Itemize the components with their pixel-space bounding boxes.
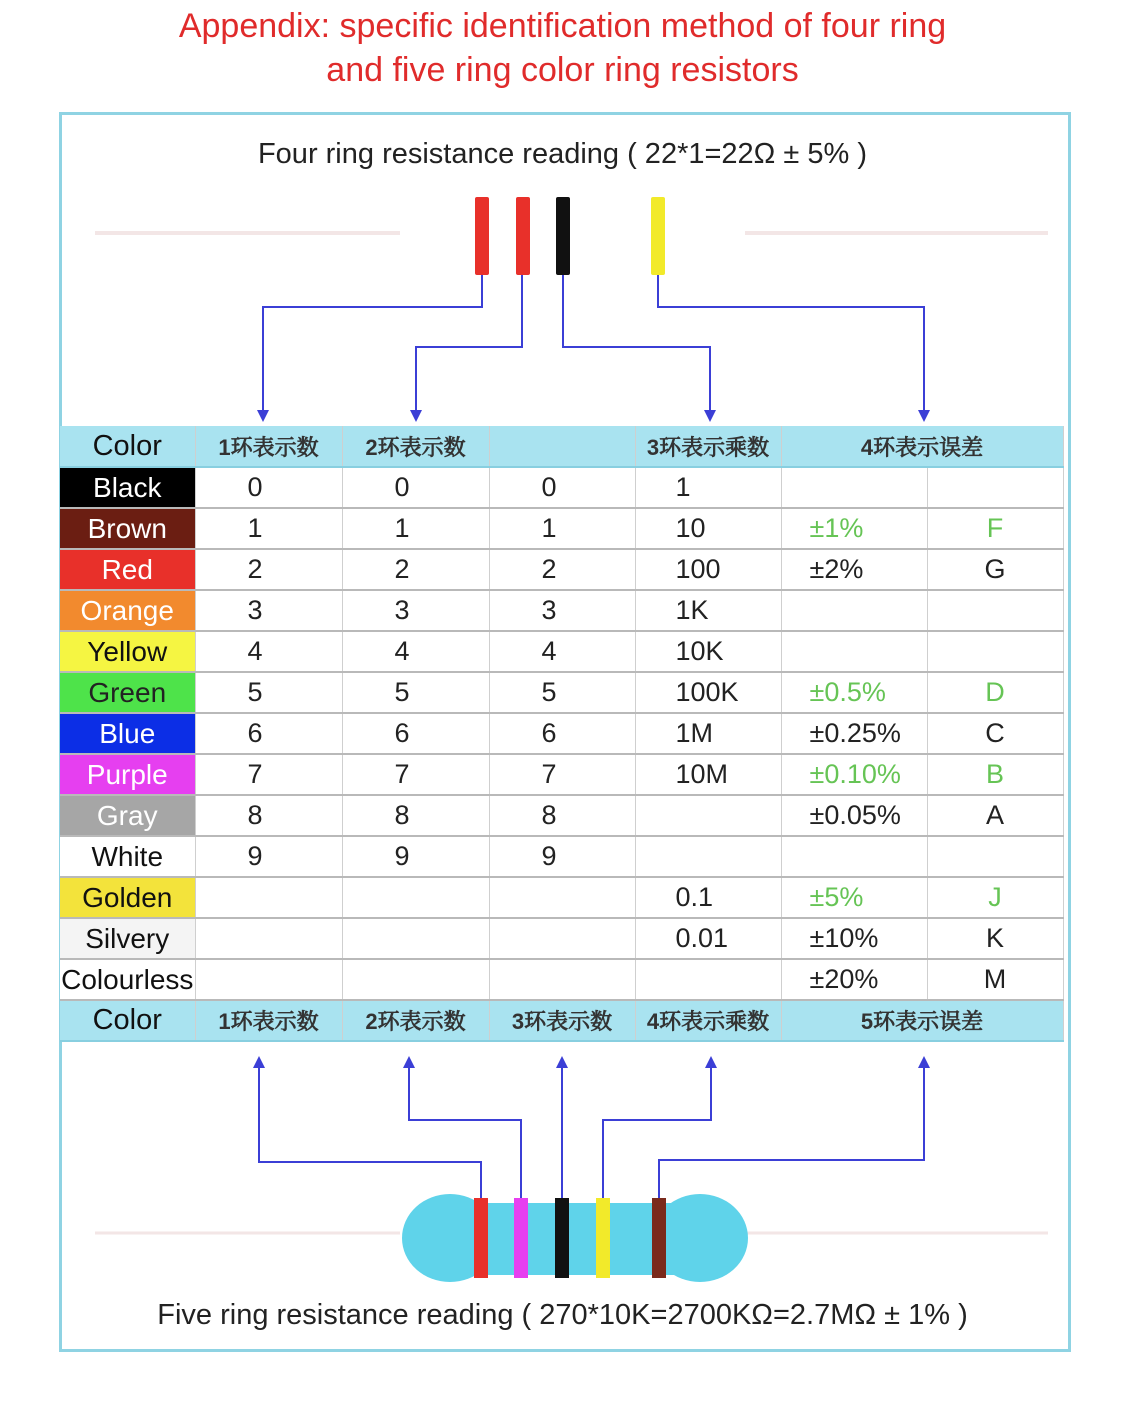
- ring3-digit: 5: [489, 672, 635, 713]
- ring1-digit: 9: [195, 836, 342, 877]
- color-row-green: [60, 672, 1063, 713]
- ring3-digit: [489, 877, 635, 918]
- ring2-digit: 5: [342, 672, 489, 713]
- ring3-digit: 4: [489, 631, 635, 672]
- tolerance-value: ±1%: [781, 508, 927, 549]
- header-empty: [489, 426, 635, 467]
- multiplier-value: [635, 795, 781, 836]
- arrow-five-band4: [603, 1062, 711, 1200]
- ring1-digit: 1: [195, 508, 342, 549]
- color-name: Green: [60, 672, 195, 713]
- ring2-digit: 8: [342, 795, 489, 836]
- arrow-five-band1: [259, 1062, 481, 1200]
- tolerance-value: ±0.10%: [781, 754, 927, 795]
- header-ring1: 1环表示数: [195, 1000, 342, 1041]
- color-row-brown: [60, 508, 1063, 549]
- header-ring2: 2环表示数: [342, 426, 489, 467]
- ring2-digit: 3: [342, 590, 489, 631]
- ring1-digit: [195, 959, 342, 1000]
- tolerance-value: ±5%: [781, 877, 927, 918]
- five-ring-band-4: [596, 1198, 610, 1278]
- color-name: Gray: [60, 795, 195, 836]
- bottom-header-row: [60, 1000, 1063, 1041]
- multiplier-value: [635, 959, 781, 1000]
- header-ring5-tolerance: 5环表示误差: [781, 1000, 1063, 1041]
- ring3-digit: 6: [489, 713, 635, 754]
- tolerance-value: ±20%: [781, 959, 927, 1000]
- multiplier-value: 100: [635, 549, 781, 590]
- color-row-white: [60, 836, 1063, 877]
- ring2-digit: [342, 959, 489, 1000]
- color-row-silvery: [60, 918, 1063, 959]
- title-line-2: and five ring color ring resistors: [326, 51, 799, 89]
- tolerance-code: [927, 467, 1063, 508]
- color-row-yellow: [60, 631, 1063, 672]
- tolerance-value: [781, 836, 927, 877]
- color-row-red: [60, 549, 1063, 590]
- header-ring1: 1环表示数: [195, 426, 342, 467]
- five-ring-reading: Five ring resistance reading ( 270*10K=2700KΩ=2.7MΩ ± 1% ): [157, 1299, 968, 1331]
- ring2-digit: [342, 918, 489, 959]
- ring1-digit: [195, 918, 342, 959]
- tolerance-value: ±0.5%: [781, 672, 927, 713]
- header-ring3-multiplier: 3环表示乘数: [635, 426, 781, 467]
- multiplier-value: 1K: [635, 590, 781, 631]
- ring2-digit: 0: [342, 467, 489, 508]
- tolerance-value: ±2%: [781, 549, 927, 590]
- ring1-digit: 2: [195, 549, 342, 590]
- tolerance-code: G: [927, 549, 1063, 590]
- arrow-band3-to-multiplier: [563, 275, 710, 416]
- five-ring-band-1: [474, 1198, 488, 1278]
- ring2-digit: 6: [342, 713, 489, 754]
- color-name: Silvery: [60, 918, 195, 959]
- tolerance-code: A: [927, 795, 1063, 836]
- ring1-digit: 6: [195, 713, 342, 754]
- color-row-gray: [60, 795, 1063, 836]
- multiplier-value: 10M: [635, 754, 781, 795]
- header-color: Color: [60, 1000, 195, 1041]
- tolerance-code: J: [927, 877, 1063, 918]
- tolerance-value: [781, 467, 927, 508]
- color-name: Brown: [60, 508, 195, 549]
- four-ring-band-2: [516, 197, 530, 275]
- ring3-digit: 1: [489, 508, 635, 549]
- ring2-digit: 1: [342, 508, 489, 549]
- four-ring-band-4: [651, 197, 665, 275]
- color-name: Blue: [60, 713, 195, 754]
- ring3-digit: 0: [489, 467, 635, 508]
- ring3-digit: 9: [489, 836, 635, 877]
- five-ring-band-3: [555, 1198, 569, 1278]
- tolerance-code: [927, 631, 1063, 672]
- ring3-digit: 2: [489, 549, 635, 590]
- ring2-digit: 7: [342, 754, 489, 795]
- ring1-digit: 7: [195, 754, 342, 795]
- tolerance-code: B: [927, 754, 1063, 795]
- color-row-orange: [60, 590, 1063, 631]
- tolerance-code: M: [927, 959, 1063, 1000]
- color-name: White: [60, 836, 195, 877]
- tolerance-value: ±10%: [781, 918, 927, 959]
- header-ring4-tolerance: 4环表示误差: [781, 426, 1063, 467]
- five-ring-band-2: [514, 1198, 528, 1278]
- tolerance-value: ±0.05%: [781, 795, 927, 836]
- color-name: Black: [60, 467, 195, 508]
- arrow-five-band5: [659, 1062, 924, 1200]
- multiplier-value: 100K: [635, 672, 781, 713]
- ring1-digit: [195, 877, 342, 918]
- ring2-digit: [342, 877, 489, 918]
- four-ring-band-1: [475, 197, 489, 275]
- arrow-band2-to-col2: [416, 275, 522, 416]
- five-ring-band-5: [652, 1198, 666, 1278]
- tolerance-code: F: [927, 508, 1063, 549]
- tolerance-code: D: [927, 672, 1063, 713]
- ring2-digit: 4: [342, 631, 489, 672]
- arrow-band1-to-col1: [263, 275, 482, 416]
- tolerance-code: [927, 836, 1063, 877]
- ring1-digit: 4: [195, 631, 342, 672]
- color-name: Orange: [60, 590, 195, 631]
- ring3-digit: 3: [489, 590, 635, 631]
- title-line-1: Appendix: specific identification method of four ring: [178, 7, 947, 45]
- five-ring-resistor: [402, 1194, 748, 1282]
- four-ring-band-3: [556, 197, 570, 275]
- tolerance-code: K: [927, 918, 1063, 959]
- tolerance-value: ±0.25%: [781, 713, 927, 754]
- multiplier-value: 10K: [635, 631, 781, 672]
- header-ring4-multiplier: 4环表示乘数: [635, 1000, 781, 1041]
- color-row-colourless: [60, 959, 1063, 1000]
- color-name: Purple: [60, 754, 195, 795]
- color-row-purple: [60, 754, 1063, 795]
- color-row-black: [60, 467, 1063, 508]
- arrow-five-band2: [409, 1062, 521, 1200]
- ring2-digit: 2: [342, 549, 489, 590]
- multiplier-value: 1M: [635, 713, 781, 754]
- ring3-digit: [489, 918, 635, 959]
- header-color: Color: [60, 426, 195, 467]
- ring1-digit: 8: [195, 795, 342, 836]
- color-name: Colourless: [60, 959, 195, 1000]
- multiplier-value: 0.01: [635, 918, 781, 959]
- multiplier-value: 0.1: [635, 877, 781, 918]
- ring1-digit: 5: [195, 672, 342, 713]
- ring1-digit: 3: [195, 590, 342, 631]
- ring3-digit: 7: [489, 754, 635, 795]
- multiplier-value: [635, 836, 781, 877]
- ring3-digit: 8: [489, 795, 635, 836]
- arrow-band4-to-tolerance: [658, 275, 924, 416]
- multiplier-value: 10: [635, 508, 781, 549]
- header-ring2: 2环表示数: [342, 1000, 489, 1041]
- color-code-table: [60, 426, 1064, 1042]
- four-ring-reading: Four ring resistance reading ( 22*1=22Ω ± 5% ): [257, 138, 868, 170]
- color-name: Golden: [60, 877, 195, 918]
- color-row-blue: [60, 713, 1063, 754]
- header-ring3: 3环表示数: [489, 1000, 635, 1041]
- multiplier-value: 1: [635, 467, 781, 508]
- tolerance-value: [781, 631, 927, 672]
- tolerance-value: [781, 590, 927, 631]
- color-name: Red: [60, 549, 195, 590]
- tolerance-code: C: [927, 713, 1063, 754]
- ring3-digit: [489, 959, 635, 1000]
- ring2-digit: 9: [342, 836, 489, 877]
- color-row-golden: [60, 877, 1063, 918]
- color-name: Yellow: [60, 631, 195, 672]
- top-header-row: [60, 426, 1063, 467]
- ring1-digit: 0: [195, 467, 342, 508]
- tolerance-code: [927, 590, 1063, 631]
